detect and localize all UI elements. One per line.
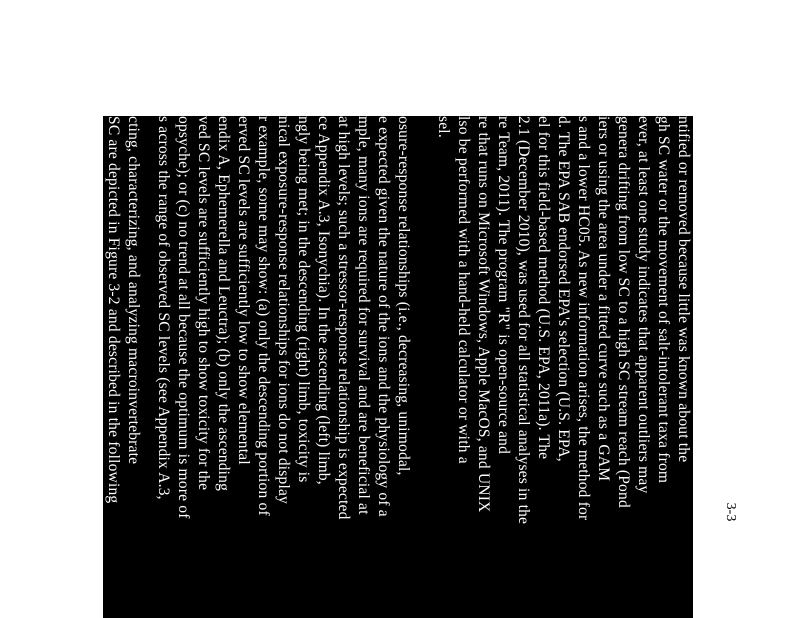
page-number: 3-3: [723, 502, 738, 522]
text-line: re that runs on Microsoft Windows, Apple MacOS, and UNIX: [475, 116, 492, 513]
text-line: ngly being met; in the descending (right) limb, toxicity is: [295, 116, 312, 483]
text-line: at high levels; such a stressor-response relationship is expected: [335, 116, 352, 520]
text-line: el for this field-based method (U.S. EPA, 2011a). The: [535, 116, 552, 460]
text-line: mple, many ions are required for survival and are beneficial at: [355, 116, 372, 515]
text-line: nical exposure-response relationships for ions do not display: [275, 116, 292, 504]
text-line: d. The EPA SAB endorsed EPA's selection (U.S. EPA,: [555, 116, 572, 462]
text-line: s and a lower HC05. As new information arises, the method for: [575, 116, 592, 521]
text-line: ntified or removed because little was known about the: [675, 116, 692, 463]
text-line: r example, some may show: (a) only the descending portion of: [255, 116, 272, 516]
text-line: genera drifting from low SC to a high SC stream reach (Pond: [615, 116, 632, 508]
text-line: opsyche); or (c) no trend at all because the optimum is more of: [175, 116, 192, 519]
text-line: endix A, Ephemerella and Leuctra); (b) only the ascending: [215, 116, 232, 492]
text-line: gh SC water or the movement of salt-intolerant taxa from: [655, 116, 672, 484]
text-line: ved SC levels are sufficiently high to show toxicity for the: [195, 116, 212, 491]
text-line: 2.1 (December 2010), was used for all statistical analyses in the: [515, 116, 532, 525]
text-line: lso be performed with a hand-held calculator or with a: [455, 116, 472, 464]
text-line: iers or using the area under a fitted curve such as a GAM: [595, 116, 612, 482]
text-line: ce Appendix A.3, Isonychia). In the ascending (left) limb,: [315, 116, 332, 485]
text-line: ever, at least one study indicates that apparent outliers may: [635, 116, 652, 494]
text-line: re Team, 2011). The program "R" is open-source and: [495, 116, 512, 455]
text-line: e expected given the nature of the ions and the physiology of a: [375, 116, 392, 517]
text-line: SC are depicted in Figure 3-2 and described in the following: [105, 116, 122, 504]
text-line: sel.: [435, 116, 452, 138]
text-line: cting, characterizing, and analyzing macroinvertebrate: [125, 116, 142, 465]
rotated-text-block: [103, 116, 693, 618]
text-line: osure-response relationships (i.e., decreasing, unimodal,: [395, 116, 412, 476]
text-line: s across the range of observed SC levels (see Appendix A.3,: [155, 116, 172, 500]
text-line: erved SC levels are sufficiently low to show elemental: [235, 116, 252, 465]
scanned-text-panel: [103, 116, 693, 618]
